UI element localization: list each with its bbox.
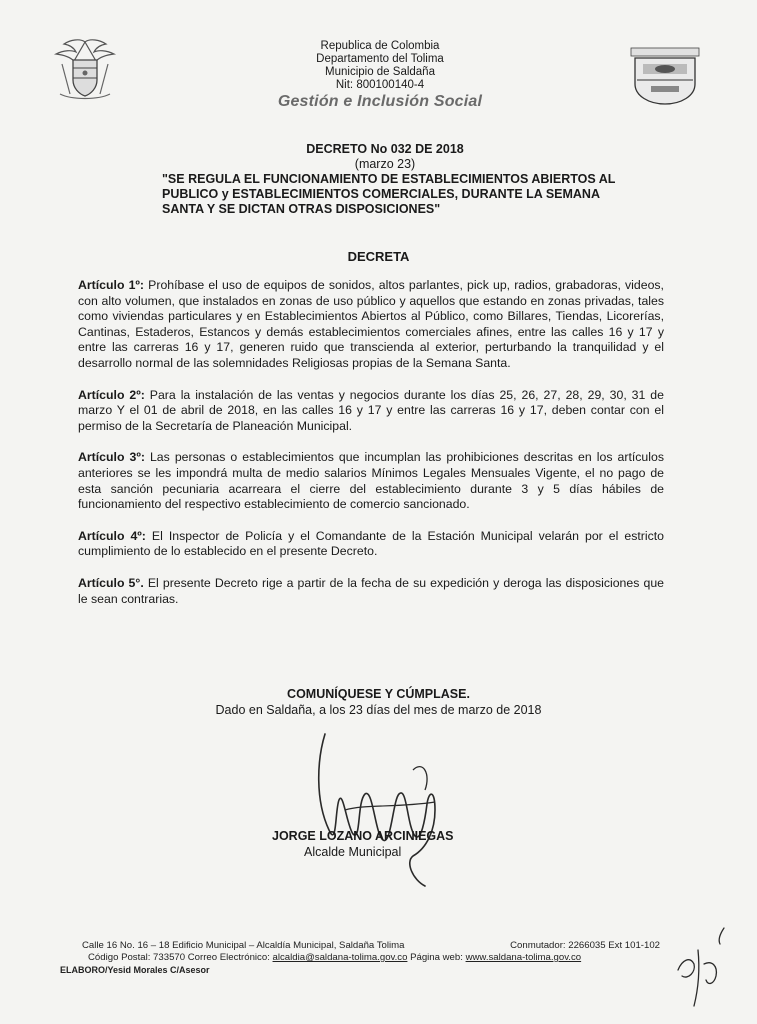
letterhead-country: Republica de Colombia <box>320 40 440 52</box>
closing-block <box>0 686 757 718</box>
closing-formula: COMUNÍQUESE Y CÚMPLASE. <box>287 687 470 701</box>
decree-heading <box>150 142 620 217</box>
signer-block <box>272 828 472 860</box>
decree-title-line-1: "SE REGULA EL FUNCIONAMIENTO DE ESTABLECIMIENTOS ABIERTOS AL <box>162 172 616 186</box>
footer-row-contact <box>60 952 660 964</box>
article-text: Prohíbase el uso de equipos de sonidos, altos parlantes, pick up, radios, grabadoras, videos, con alto volumen, que instalados en zonas de uso público y aquellos que estando en zonas privadas, tales como viviendas particulares y en Establecimientos Abiertos al Público, como Billares, Tiendas, Licorerías, Cantinas, Estaderos, Estancos y demás establecimientos comerciales afines, entre las calles 16 y 17 y entre las carreras 16 y 17, generen ruido que transcienda al exterior, perturbando la tranquilidad y el desarrollo normal de las solemnidades Religiosas propias de la Semana Santa. <box>78 278 664 370</box>
closing-place-date: Dado en Saldaña, a los 23 días del mes de marzo de 2018 <box>215 703 542 717</box>
handwritten-initials <box>668 920 738 1010</box>
decree-title-line-3: SANTA Y SE DICTAN OTRAS DISPOSICIONES" <box>162 202 441 216</box>
decreta-heading: DECRETA <box>347 249 410 264</box>
article-label: Artículo 1º: <box>78 278 145 292</box>
page-footer <box>60 940 660 976</box>
article-1 <box>78 278 664 372</box>
footer-web-link[interactable]: www.saldana-tolima.gov.co <box>465 952 582 963</box>
decree-date: (marzo 23) <box>354 157 416 171</box>
footer-row-address <box>60 940 660 952</box>
signer-role: Alcalde Municipal <box>304 845 402 859</box>
decree-number: DECRETO No 032 DE 2018 <box>306 142 464 156</box>
footer-web-label: Página web: <box>407 952 466 963</box>
articles-body <box>78 278 664 623</box>
letterhead-municipality: Municipio de Saldaña <box>325 66 435 78</box>
letterhead-nit: Nit: 800100140-4 <box>335 79 425 91</box>
letterhead <box>250 40 510 108</box>
article-label: Artículo 3º: <box>78 450 145 465</box>
article-text: Para la instalación de las ventas y negocios durante los días 25, 26, 27, 28, 29, 30, 31 de marzo Y el 01 de abril de 2018, en las calles 16 y 17 y entre las carreras 16 y 17, deben contar con el permiso de la Secretaría de Planeación Municipal. <box>78 387 664 433</box>
footer-email-link[interactable]: alcaldia@saldana-tolima.gov.co <box>272 952 408 963</box>
article-text: El Inspector de Policía y el Comandante de la Estación Municipal velarán por el estricto cumplimiento de lo establecido en el presente Decreto. <box>78 528 664 559</box>
footer-address: Calle 16 No. 16 – 18 Edificio Municipal – Alcaldía Municipal, Saldaña Tolima <box>82 940 405 951</box>
decree-title-line-2: PUBLICO y ESTABLECIMIENTOS COMERCIALES, DURANTE LA SEMANA <box>162 187 600 201</box>
letterhead-department: Departamento del Tolima <box>316 53 444 65</box>
letterhead-unit: Gestión e Inclusión Social <box>277 93 483 110</box>
footer-phone: Conmutador: 2266035 Ext 101-102 <box>510 940 660 951</box>
article-4 <box>78 529 664 560</box>
footer-postal: Código Postal: 733570 Correo Electrónico: <box>88 952 273 963</box>
footer-elaboro: ELABORO/Yesid Morales C/Asesor <box>60 965 210 975</box>
colombia-coat-of-arms-icon <box>40 34 130 104</box>
article-label: Artículo 5°. <box>78 575 144 590</box>
article-text: El presente Decreto rige a partir de la fecha de su expedición y deroga las disposiciones que le sean contrarias. <box>78 575 664 606</box>
article-label: Artículo 4º: <box>78 528 146 543</box>
article-5 <box>78 576 664 607</box>
article-text: Las personas o establecimientos que incumplan las prohibiciones descritas en los artículos anteriores se les impondrá multa de medio salarios Mínimos Legales Mensuales Vigente, el no pago de esta sanción pecuniaria acarreara el cierre del establecimiento durante 3 y 5 días hábiles de funcionamiento del respectivo establecimiento de comercio sancionado. <box>78 450 664 512</box>
article-2 <box>78 388 664 435</box>
article-3 <box>78 450 664 512</box>
article-label: Artículo 2º: <box>78 387 145 402</box>
saldana-seal-icon <box>625 46 705 106</box>
handwritten-signature <box>295 730 465 890</box>
signer-name: JORGE LOZANO ARCINIEGAS <box>272 829 454 843</box>
